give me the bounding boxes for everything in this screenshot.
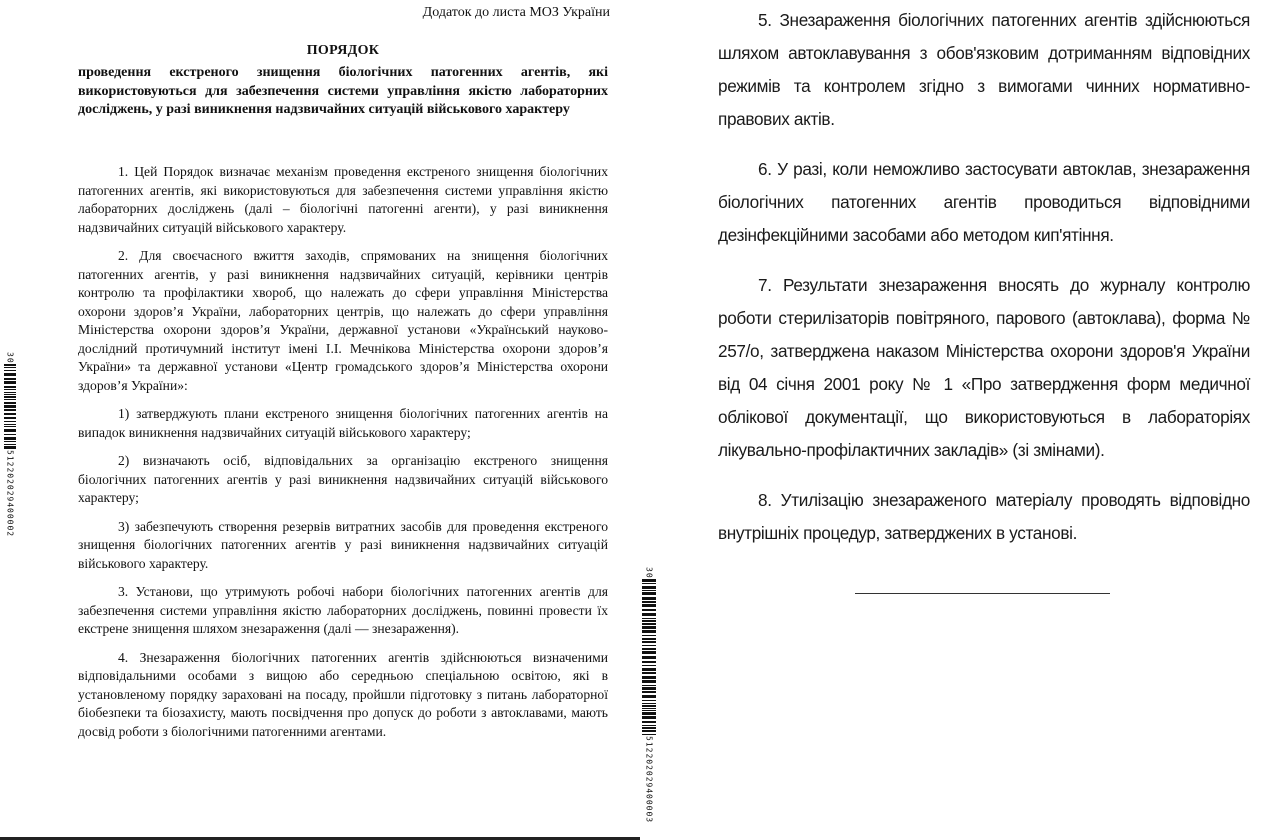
subitem-1: 1) затверджують плани екстреного знищення біологічних патогенних агентів на випадок виникнення надзвичайних ситуацій військового характеру; <box>78 406 608 440</box>
barcode-bar <box>642 712 656 715</box>
barcode-bar <box>4 364 16 366</box>
barcode-bar <box>4 370 16 371</box>
barcode-bar <box>642 590 656 591</box>
barcode-bar <box>642 703 656 704</box>
barcode-bar <box>642 661 656 663</box>
barcode-bars <box>4 364 16 450</box>
barcode-bar <box>642 601 656 603</box>
document-subtitle: проведення екстреного знищення біологічних патогенних агентів, які використовуються для забезпечення системи управління якістю лабораторних досліджень, у разі виникнення надзвичайних ситуацій військового характеру <box>78 65 608 117</box>
barcode-bar <box>642 700 656 701</box>
barcode-bar <box>642 651 656 654</box>
barcode-bar <box>642 645 656 646</box>
barcode-bar <box>4 413 16 415</box>
barcode-bar <box>642 676 656 679</box>
barcode-bar <box>4 367 16 368</box>
barcode-digits: 5122020294 <box>5 449 15 508</box>
document-title: ПОРЯДОК <box>306 43 380 58</box>
barcode-bar <box>642 705 656 707</box>
paragraph-7: 7. Результати знезараження вносять до журналу контролю роботи стерилізаторів повітряного, парового (автоклава), форма № 257/о, затверджена наказом Міністерства охорони здоров'я України від 04 січня 2001 року № 1 «Про затвердження форм медичної облікової документації, що використовуються в лабораторіях лікувально-профілактичних закладів» (зі змінами). <box>718 275 1250 460</box>
barcode-bar <box>642 597 656 600</box>
barcode-bar <box>642 725 656 726</box>
barcode-bar <box>642 680 656 683</box>
barcode-bar <box>4 424 16 425</box>
barcode-bar <box>4 378 16 380</box>
barcode-bar <box>642 672 656 674</box>
paragraph-3: 3. Установи, що утримують робочі набори біологічних патогенних агентів для забезпечення системи управління якістю лабораторних досліджень, повинні провести їх екстрене знищення шляхом знезараження (далі — знезараження). <box>78 584 608 636</box>
barcode-bar <box>642 641 656 643</box>
barcode-bar <box>642 613 656 616</box>
barcode-bar <box>642 626 656 629</box>
barcode-suffix: 00003 <box>644 793 654 823</box>
barcode-bar <box>4 396 16 398</box>
barcode-prefix: 30 <box>5 352 15 364</box>
barcode-bar <box>642 716 656 719</box>
barcode-bar <box>642 592 656 595</box>
barcode-left <box>2 352 18 537</box>
barcode-bar <box>4 409 16 411</box>
paragraph-2: 2. Для своєчасного вжиття заходів, спрямованих на знищення біологічних патогенних агентів, у разі виникнення надзвичайних ситуацій, керівники центрів контролю та профілактики хвороб, що належать до сфери управління Міністерства охорони здоров’я України, лабораторних центрів, що належать до сфери управління Міністерства охорони здоров’я України, державної установи «Український науково-дослідний протичумний інститут імені І.І. Мечнікова Міністерства охорони здоров’я України» та державної установи «Центр громадського здоров’я Міністерства охорони здоров’я України»: <box>78 248 608 393</box>
barcode-bar <box>642 695 656 698</box>
paragraph-8: 8. Утилізацію знезараженого матеріалу проводять відповідно внутрішніх процедур, затверджених в установі. <box>718 490 1250 543</box>
barcode-bar <box>642 708 656 709</box>
barcode-bar <box>4 389 16 390</box>
barcode-bar <box>4 437 16 440</box>
subitem-3: 3) забезпечують створення резервів витратних засобів для проведення екстреного знищення біологічних патогенних агентів у разі виникнення надзвичайних ситуацій військового характеру. <box>78 518 608 571</box>
left-body <box>78 163 608 751</box>
barcode-bar <box>4 386 16 388</box>
barcode-bar <box>642 734 656 735</box>
barcode-bar <box>642 727 656 729</box>
barcode-bar <box>642 665 656 666</box>
barcode-bar <box>4 444 16 445</box>
paragraph-4: 4. Знезараження біологічних патогенних агентів здійснюються визначеними відповідальними особами з вищою або середньою спеціальною освітою, які в установленому порядку зараховані на посаду, пройшли підготовку з питань лабораторної біобезпеки та біозахисту, мають посвідчення про допуск до роботи з автоклавами, мають досвід роботи з біологічними патогенними агентами. <box>78 649 608 739</box>
barcode-bar <box>642 586 656 589</box>
barcode-bars <box>642 579 656 736</box>
barcode-bar <box>642 635 656 636</box>
barcode-bar <box>4 394 16 395</box>
barcode-bar <box>4 392 16 393</box>
barcode-bar <box>642 623 656 625</box>
barcode-bar <box>642 668 656 671</box>
barcode-digits: 5122020294 <box>644 735 654 794</box>
barcode-bar <box>4 381 16 384</box>
barcode-bar <box>642 648 656 650</box>
barcode-bar <box>642 620 656 622</box>
barcode-bar <box>642 638 656 640</box>
barcode-bar <box>4 417 16 419</box>
barcode-bar <box>642 579 656 582</box>
addendum-label: Додаток до листа МОЗ України <box>422 5 610 20</box>
barcode-bar <box>4 373 16 376</box>
subitem-2: 2) визначають осіб, відповідальних за організацію екстреного знищення біологічних патогенних агентів у разі виникнення надзвичайних ситуацій військового характеру; <box>78 453 608 505</box>
barcode-bar <box>642 730 656 732</box>
barcode-bar <box>642 710 656 711</box>
barcode-bar <box>4 426 16 427</box>
barcode-bar <box>4 446 16 449</box>
barcode-bar <box>642 604 656 607</box>
barcode-bar <box>642 721 656 723</box>
barcode-bar <box>4 402 16 404</box>
barcode-bar <box>642 685 656 686</box>
barcode-bar <box>4 441 16 442</box>
barcode-prefix: 30 <box>644 567 654 579</box>
barcode-bar <box>4 399 16 400</box>
barcode-bar <box>642 618 656 619</box>
barcode-bar <box>642 687 656 690</box>
paragraph-5: 5. Знезараження біологічних патогенних агентів здійснюються шляхом автоклавування з обов'язковим дотриманням відповідних режимів та контролем згідно з вимогами чинних нормативно-правових актів. <box>718 10 1250 129</box>
barcode-bar <box>642 630 656 633</box>
barcode-bar <box>4 434 16 435</box>
document-page-right <box>660 0 1280 840</box>
barcode-bar <box>642 609 656 611</box>
barcode-suffix: 00002 <box>5 507 15 537</box>
barcode-bar <box>4 421 16 422</box>
barcode-bar <box>642 656 656 659</box>
barcode-bar <box>4 429 16 432</box>
paragraph-6: 6. У разі, коли неможливо застосувати автоклав, знезараження біологічних патогенних агентів проводиться відповідними дезінфекційними засобами або методом кип'ятіння. <box>718 159 1250 245</box>
barcode-bar <box>642 691 656 693</box>
barcode-bar <box>4 405 16 408</box>
paragraph-1: 1. Цей Порядок визначає механізм проведення екстреного знищення біологічних патогенних агентів, які використовуються для забезпечення системи управління якістю лабораторних досліджень (далі – біологічні патогенні агенти), у разі виникнення надзвичайних ситуацій військового характеру. <box>78 164 608 235</box>
barcode-bar <box>642 583 656 584</box>
right-body <box>718 4 1250 567</box>
end-of-document-line <box>855 593 1110 594</box>
barcode-center <box>640 567 658 823</box>
